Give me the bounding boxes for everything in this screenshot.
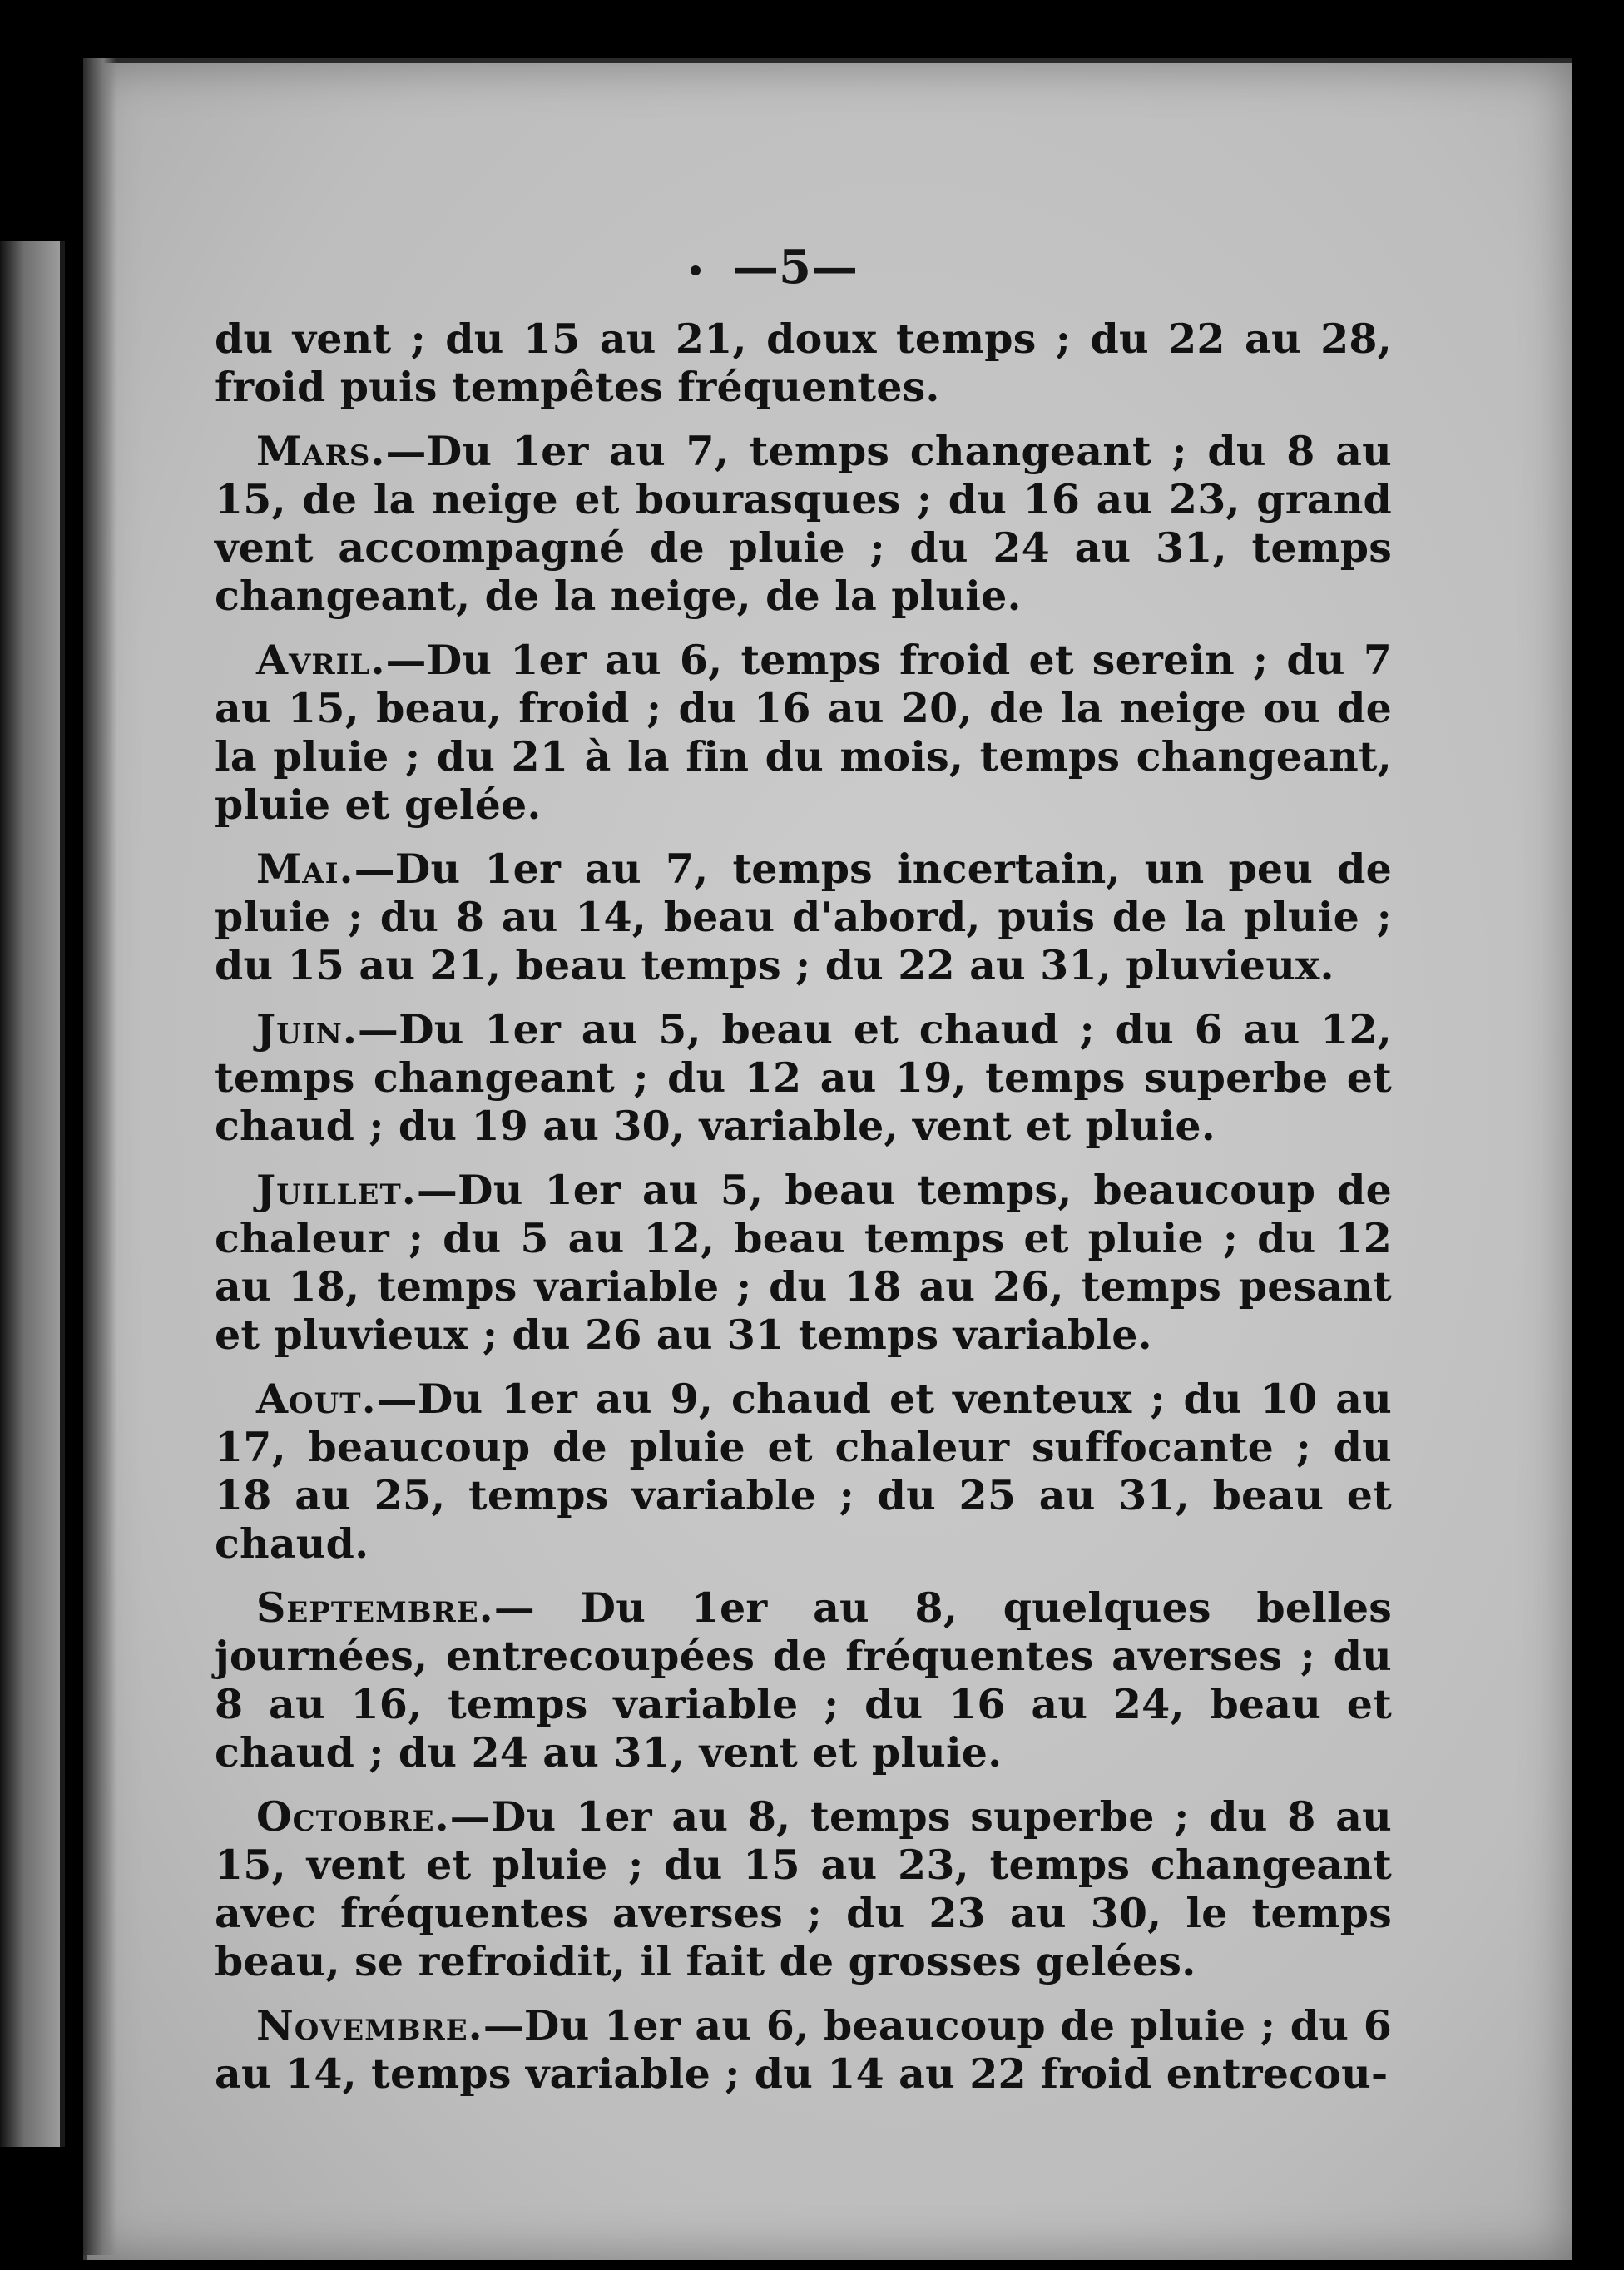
page-number (691, 240, 882, 295)
paragraph-text: — Du 1er au 8, quelques belles journées, entrecoupées de fréquentes averses ; du 8 au 16, temps variable ; du 16 au 24, beau et chaud ; du 24 au 31, vent et pluie. (215, 1584, 1392, 1777)
paragraph-text: —Du 1er au 7, temps incertain, un peu de pluie ; du 8 au 14, beau d'abord, puis de la pluie ; du 15 au 21, beau temps ; du 22 au 31, pluvieux. (215, 845, 1392, 989)
paragraph-text: —Du 1er au 6, beaucoup de pluie ; du 6 au 14, temps variable ; du 14 au 22 froid entrecou- (215, 2001, 1392, 2098)
paragraph-continuation (215, 315, 1392, 411)
paragraph-text: —Du 1er au 7, temps changeant ; du 8 au 15, de la neige et bourasques ; du 16 au 23, grand vent accompagné de pluie ; du 24 au 31, temps changeant, de la neige, de la pluie. (215, 427, 1392, 620)
paragraph-octobre (215, 1792, 1392, 1985)
paragraph-text: —Du 1er au 5, beau et chaud ; du 6 au 12, temps changeant ; du 12 au 19, temps superbe et chaud ; du 19 au 30, variable, vent et pluie. (215, 1005, 1392, 1150)
dot-mark (691, 265, 701, 275)
paragraph-juillet (215, 1166, 1392, 1359)
paragraph-text: —Du 1er au 6, temps froid et serein ; du 7 au 15, beau, froid ; du 16 au 20, de la neige ou de la pluie ; du 21 à la fin du mois, temps changeant, pluie et gelée. (215, 636, 1392, 829)
adjacent-page-edge (0, 241, 65, 2147)
month-heading: Avril. (256, 636, 386, 684)
paragraph-aout (215, 1375, 1392, 1568)
page-number-text: —5— (732, 240, 858, 295)
month-heading: Mars. (256, 427, 386, 475)
paragraph-mai (215, 845, 1392, 989)
page-binding-shadow (83, 58, 116, 2255)
paragraph-text: —Du 1er au 8, temps superbe ; du 8 au 15, vent et pluie ; du 15 au 23, temps changeant avec fréquentes averses ; du 23 au 30, le temps beau, se refroidit, il fait de grosses gelées. (215, 1792, 1392, 1985)
month-heading: Juillet. (256, 1166, 417, 1214)
text-body (215, 315, 1392, 2114)
month-heading: Octobre. (256, 1792, 450, 1841)
month-heading: Septembre. (256, 1584, 494, 1632)
paragraph-septembre (215, 1584, 1392, 1777)
paragraph-juin (215, 1005, 1392, 1150)
paragraph-avril (215, 636, 1392, 829)
paragraph-mars (215, 427, 1392, 620)
paragraph-text: —Du 1er au 5, beau temps, beaucoup de chaleur ; du 5 au 12, beau temps et pluie ; du 12 au 18, temps variable ; du 18 au 26, temps pesant et pluvieux ; du 26 au 31 temps variable. (215, 1166, 1392, 1359)
paragraph-novembre (215, 2001, 1392, 2098)
paragraph-text: du vent ; du 15 au 21, doux temps ; du 22 au 28, froid puis tempêtes fréquentes. (215, 315, 1392, 411)
month-heading: Aout. (256, 1375, 377, 1423)
month-heading: Mai. (256, 845, 354, 893)
month-heading: Juin. (256, 1005, 358, 1053)
month-heading: Novembre. (256, 2001, 483, 2049)
paragraph-text: —Du 1er au 9, chaud et venteux ; du 10 au 17, beaucoup de pluie et chaleur suffocante ; du 18 au 25, temps variable ; du 25 au 31, beau et chaud. (215, 1375, 1392, 1568)
